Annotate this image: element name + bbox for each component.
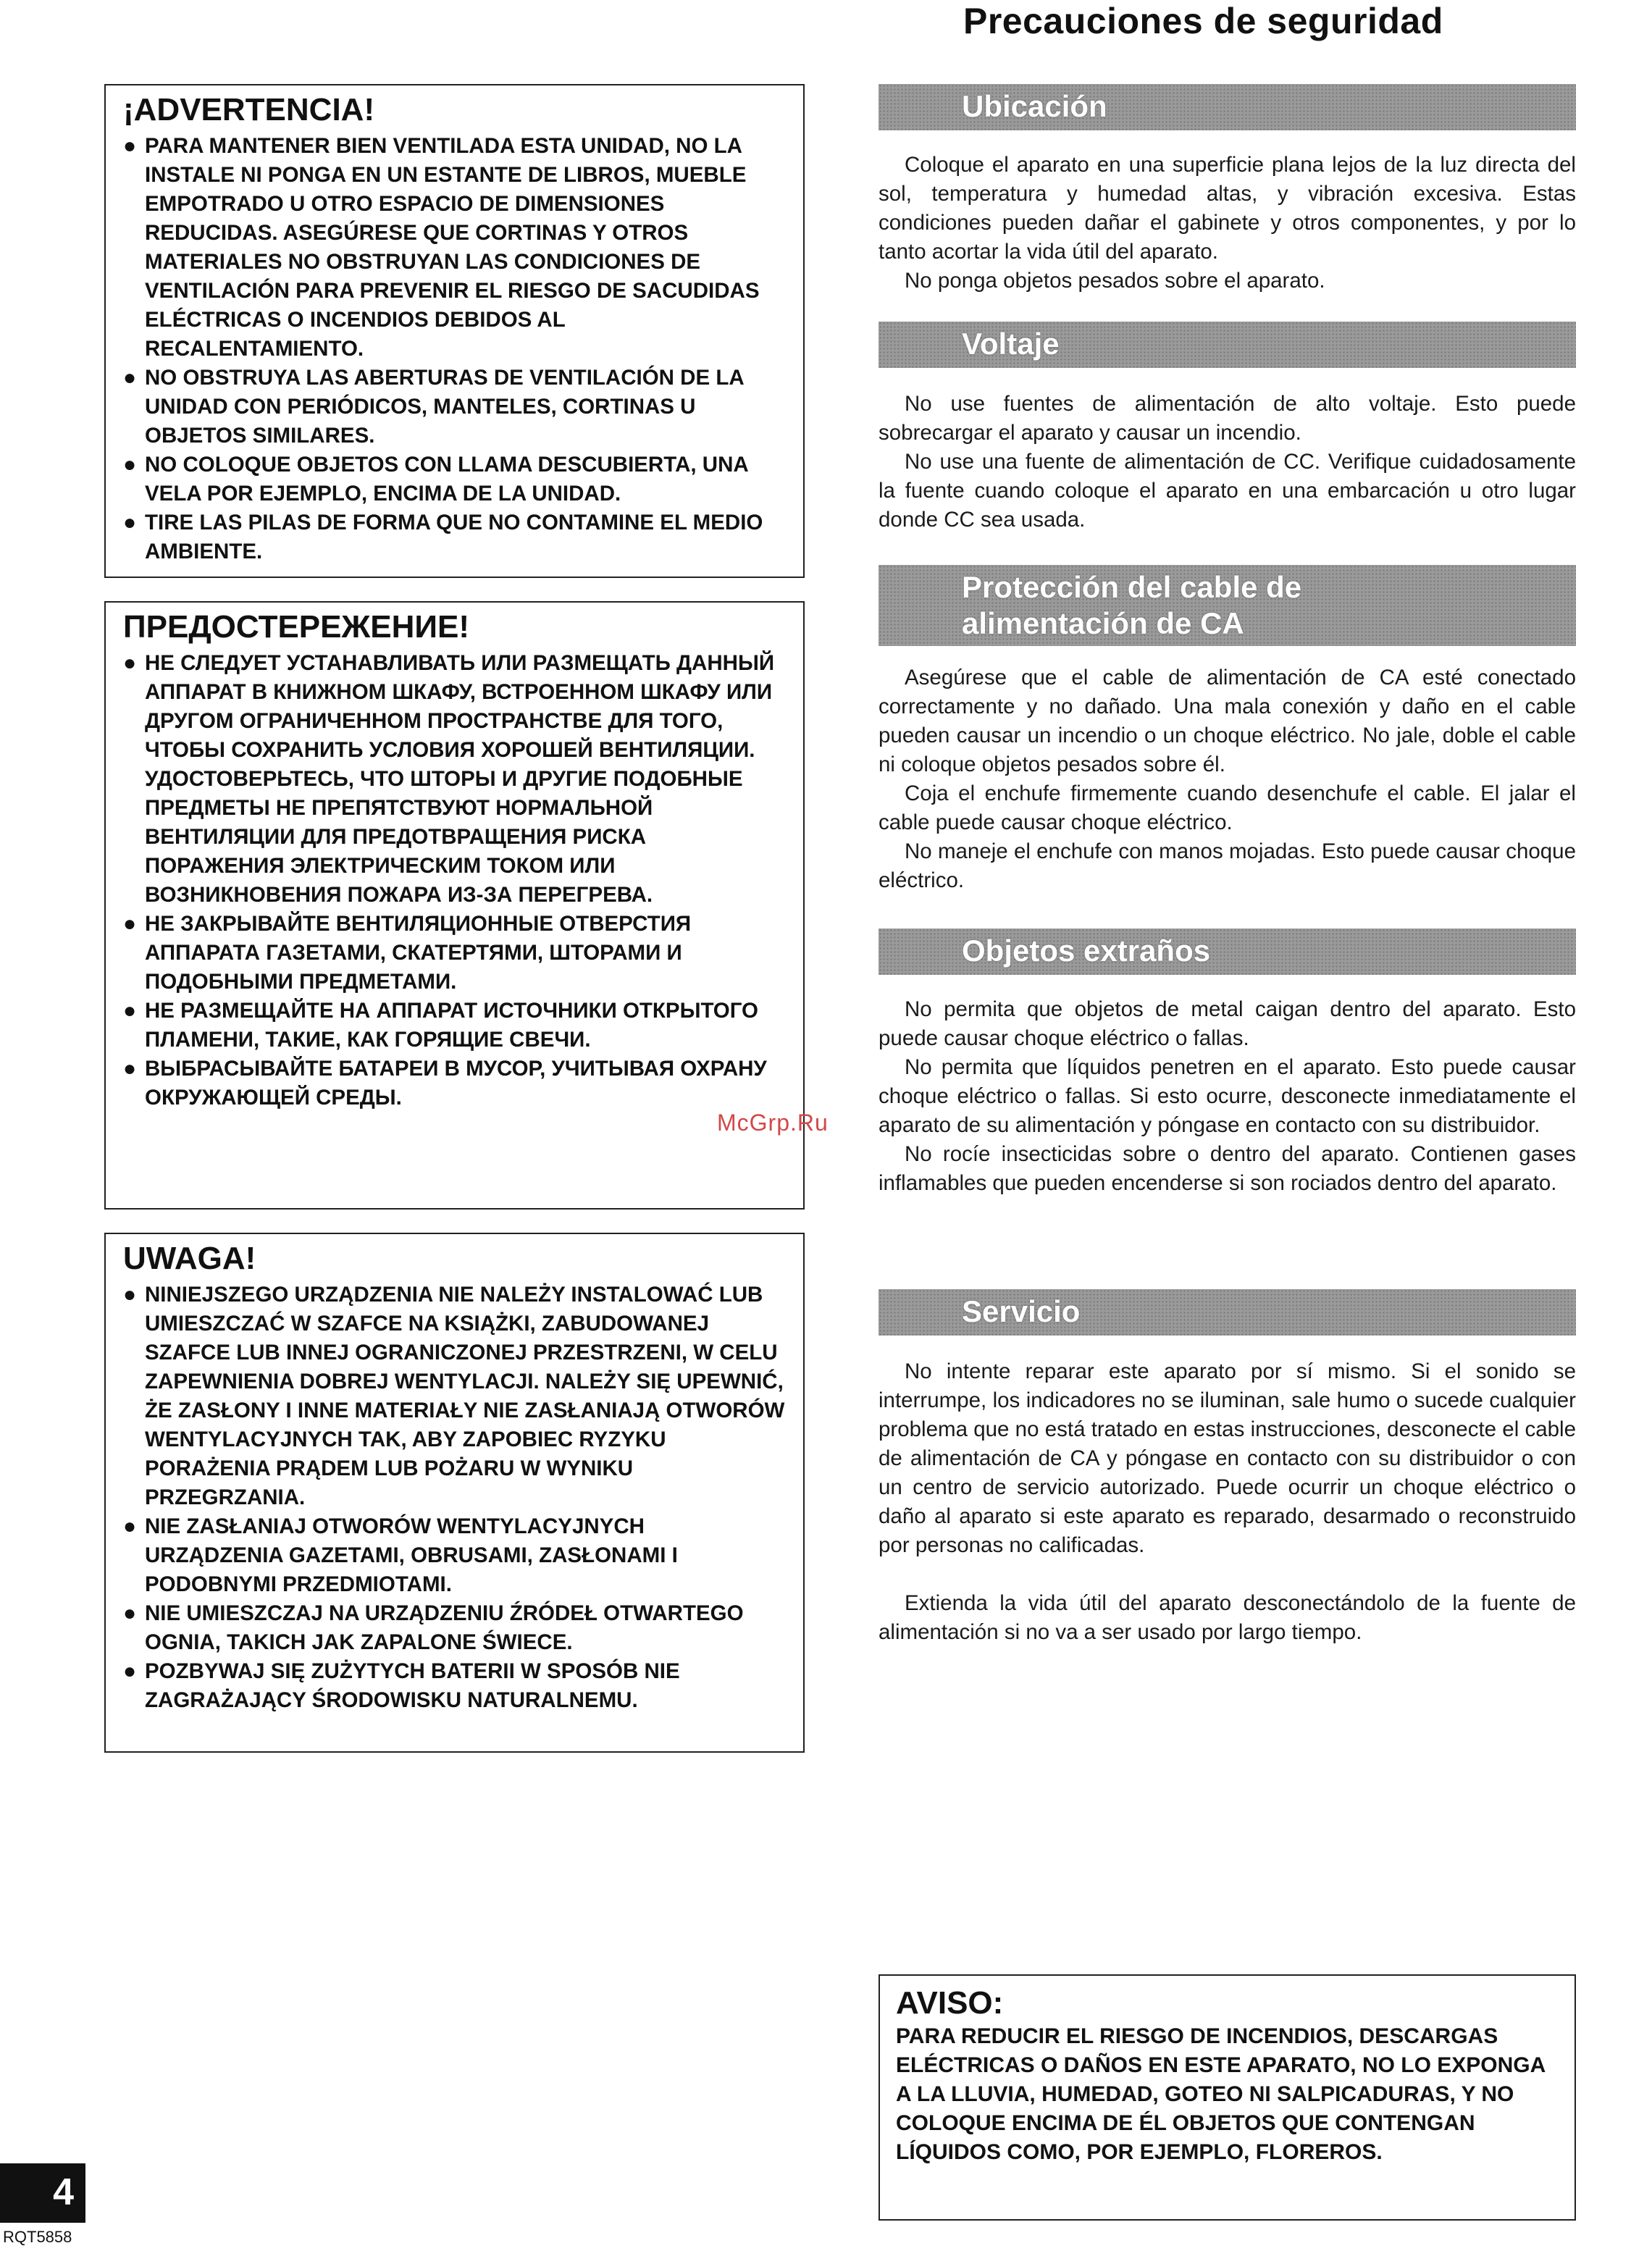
paragraph: No permita que líquidos penetren en el aparato. Esto puede causar choque eléctrico o fallas. Si esto ocurre, desconecte inmediatamente el aparato de su alimentación y póngase en contacto con su distribuidor.: [879, 1055, 1576, 1137]
page-number: 4: [0, 2163, 85, 2223]
warning-box-polish: [104, 1233, 805, 1753]
paragraph: No ponga objetos pesados sobre el aparato.: [905, 269, 1325, 293]
paragraph: No use fuentes de alimentación de alto voltaje. Esto puede sobrecargar el aparato y causar un incendio.: [879, 392, 1576, 445]
paragraph: Asegúrese que el cable de alimentación de CA esté conectado correctamente y no dañado. Una mala conexión y daño en el cable pueden causar un incendio o un choque eléctrico. No jale, doble el cable ni coloque objetos pesados sobre él.: [879, 666, 1576, 776]
bullet-icon: ●: [123, 1514, 137, 1538]
warning-item-text: POZBYWAJ SIĘ ZUŻYTYCH BATERII W SPOSÓB NIE ZAGRAŻAJĄCY ŚRODOWISKU NATURALNEMU.: [145, 1659, 680, 1712]
warning-item: [123, 1055, 786, 1112]
warning-item-text: NIE UMIESZCZAJ NA URZĄDZENIU ŹRÓDEŁ OTWARTEGO OGNIA, TAKICH JAK ZAPALONE ŚWIECE.: [145, 1601, 744, 1654]
warning-item: [123, 1657, 786, 1715]
warning-item: [123, 1599, 786, 1657]
section-body-objetos: [879, 995, 1576, 1198]
section-title: Objetos extraños: [962, 934, 1211, 968]
warning-item: [123, 997, 786, 1055]
warning-item-text: TIRE LAS PILAS DE FORMA QUE NO CONTAMINE EL MEDIO AMBIENTE.: [145, 511, 763, 563]
warning-item: [123, 132, 786, 364]
bullet-icon: ●: [123, 912, 137, 936]
section-header-servicio: [879, 1289, 1576, 1336]
bullet-icon: ●: [123, 453, 137, 477]
warning-title: ПРЕДОСТЕРЕЖЕНИЕ!: [123, 609, 470, 645]
warning-title: UWAGA!: [123, 1241, 256, 1276]
aviso-box: [879, 1974, 1576, 2221]
bullet-icon: ●: [123, 1601, 137, 1625]
section-title: Voltaje: [962, 327, 1060, 361]
section-title: Servicio: [962, 1294, 1081, 1328]
document-code: RQT5858: [3, 2228, 72, 2246]
paragraph: Coja el enchufe firmemente cuando desenchufe el cable. El jalar el cable puede causar choque eléctrico.: [879, 781, 1576, 834]
section-body-proteccion: [879, 663, 1576, 895]
bullet-icon: ●: [123, 134, 137, 158]
bullet-icon: ●: [123, 1283, 137, 1307]
bullet-icon: ●: [123, 651, 137, 675]
bullet-icon: ●: [123, 1057, 137, 1081]
warning-item-text: NO COLOQUE OBJETOS CON LLAMA DESCUBIERTA, UNA VELA POR EJEMPLO, ENCIMA DE LA UNIDAD.: [145, 453, 748, 506]
warning-item: [123, 450, 786, 508]
warning-item-text: NINIEJSZEGO URZĄDZENIA NIE NALEŻY INSTALOWAĆ LUB UMIESZCZAĆ W SZAFCE NA KSIĄŻKI, ZABUDOWANEJ SZAFCE LUB INNEJ OGRANICZONEJ PRZESTRZENI, W CELU ZAPEWNIENIA DOBREJ WENTYLACJI. NALEŻY SIĘ UPEWNIĆ, ŻE ZASŁONY I INNE MATERIAŁY NIE ZASŁANIAJĄ OTWORÓW WENTYLACYJNYCH TAK, ABY ZAPOBIEC RYZYKU PORAŻENIA PRĄDEM LUB POŻARU W WYNIKU PRZEGRZANIA.: [145, 1283, 785, 1509]
warning-box-russian: [104, 601, 805, 1210]
aviso-text: PARA REDUCIR EL RIESGO DE INCENDIOS, DESCARGAS ELÉCTRICAS O DAÑOS EN ESTE APARATO, NO LO EXPONGA A LA LLUVIA, HUMEDAD, GOTEO NI SALPICADURAS, Y NO COLOQUE ENCIMA DE ÉL OBJETOS QUE CONTENGAN LÍQUIDOS COMO, POR EJEMPLO, FLOREROS.: [896, 2024, 1546, 2164]
paragraph: No intente reparar este aparato por sí mismo. Si el sonido se interrumpe, los indicadores no se iluminan, sale humo o sucede cualquier problema que no está tratado en estas instrucciones, desconecte el cable de alimentación de CA y póngase en contacto con su distribuidor o con un centro de servicio autorizado. Puede ocurrir un choque eléctrico o daño al aparato si este aparato es reparado, desarmado o reconstruido por personas no calificadas.: [879, 1359, 1576, 1557]
section-header-objetos: [879, 929, 1576, 975]
paragraph: No maneje el enchufe con manos mojadas. Esto puede causar choque eléctrico.: [879, 839, 1576, 892]
bullet-icon: ●: [123, 366, 137, 390]
bullet-icon: ●: [123, 511, 137, 535]
warning-item-text: НЕ СЛЕДУЕТ УСТАНАВЛИВАТЬ ИЛИ РАЗМЕЩАТЬ ДАННЫЙ АППАРАТ В КНИЖНОМ ШКАФУ, ВСТРОЕННОМ ШКАФУ ИЛИ ДРУГОМ ОГРАНИЧЕННОМ ПРОСТРАНСТВЕ ДЛЯ ТОГО, ЧТОБЫ СОХРАНИТЬ УСЛОВИЯ ХОРОШЕЙ ВЕНТИЛЯЦИИ. УДОСТОВЕРЬТЕСЬ, ЧТО ШТОРЫ И ДРУГИЕ ПОДОБНЫЕ ПРЕДМЕТЫ НЕ ПРЕПЯТСТВУЮТ НОРМАЛЬНОЙ ВЕНТИЛЯЦИИ ДЛЯ ПРЕДОТВРАЩЕНИЯ РИСКА ПОРАЖЕНИЯ ЭЛЕКТРИЧЕСКИМ ТОКОМ ИЛИ ВОЗНИКНОВЕНИЯ ПОЖАРА ИЗ-ЗА ПЕРЕГРЕВА.: [145, 651, 775, 907]
warning-title: ¡ADVERTENCIA!: [123, 92, 375, 127]
warning-item: [123, 364, 786, 450]
warning-box-spanish: [104, 84, 805, 578]
warning-item: [123, 508, 786, 566]
paragraph: Coloque el aparato en una superficie plana lejos de la luz directa del sol, temperatura y humedad altas, y vibración excesiva. Estas condiciones pueden dañar el gabinete y otros componentes, y por lo tanto acortar la vida útil del aparato.: [879, 153, 1576, 264]
bullet-icon: ●: [123, 1659, 137, 1683]
warning-item-text: NIE ZASŁANIAJ OTWORÓW WENTYLACYJNYCH URZĄDZENIA GAZETAMI, OBRUSAMI, ZASŁONAMI I PODOBNYMI PRZEDMIOTAMI.: [145, 1514, 678, 1596]
paragraph: No permita que objetos de metal caigan dentro del aparato. Esto puede causar choque eléctrico o fallas.: [879, 997, 1576, 1050]
warning-item: [123, 1512, 786, 1599]
section-body-voltaje: [879, 390, 1576, 535]
watermark-text: McGrp.Ru: [717, 1110, 829, 1136]
warning-item: [123, 1280, 786, 1512]
section-title-line: Protección del cable de: [962, 570, 1302, 604]
warning-item-text: PARA MANTENER BIEN VENTILADA ESTA UNIDAD, NO LA INSTALE NI PONGA EN UN ESTANTE DE LIBROS, MUEBLE EMPOTRADO U OTRO ESPACIO DE DIMENSIONES REDUCIDAS. ASEGÚRESE QUE CORTINAS Y OTROS MATERIALES NO OBSTRUYAN LAS CONDICIONES DE VENTILACIÓN PARA PREVENIR EL RIESGO DE SACUDIDAS ELÉCTRICAS O INCENDIOS DEBIDOS AL RECALENTAMIENTO.: [145, 134, 760, 361]
section-title: Ubicación: [962, 89, 1107, 123]
warning-item-text: НЕ ЗАКРЫВАЙТЕ ВЕНТИЛЯЦИОННЫЕ ОТВЕРСТИЯ АППАРАТА ГАЗЕТАМИ, СКАТЕРТЯМИ, ШТОРАМИ И ПОДОБНЫМИ ПРЕДМЕТАМИ.: [145, 912, 692, 994]
warning-item: [123, 910, 786, 997]
aviso-title: AVISO:: [896, 1985, 1004, 2021]
section-body-ubicacion: [879, 151, 1576, 295]
section-header-voltaje: [879, 322, 1576, 368]
section-header-proteccion: [879, 565, 1576, 646]
section-header-ubicacion: [879, 84, 1576, 130]
paragraph: No rocíe insecticidas sobre o dentro del aparato. Contienen gases inflamables que pueden encenderse si son rociados dentro del aparato.: [879, 1142, 1576, 1195]
warning-item-text: ВЫБРАСЫВАЙТЕ БАТАРЕИ В МУСОР, УЧИТЫВАЯ ОХРАНУ ОКРУЖАЮЩЕЙ СРЕДЫ.: [145, 1057, 767, 1110]
section-body-servicio: [879, 1357, 1576, 1647]
warning-item-text: NO OBSTRUYA LAS ABERTURAS DE VENTILACIÓN DE LA UNIDAD CON PERIÓDICOS, MANTELES, CORTINAS U OBJETOS SIMILARES.: [145, 366, 744, 448]
section-title-line: alimentación de CA: [962, 606, 1244, 640]
warning-item: [123, 649, 786, 910]
paragraph: No use una fuente de alimentación de CC. Verifique cuidadosamente la fuente cuando coloque el aparato en una embarcación u otro lugar donde CC sea usada.: [879, 450, 1576, 532]
warning-item-text: НЕ РАЗМЕЩАЙТЕ НА АППАРАТ ИСТОЧНИКИ ОТКРЫТОГО ПЛАМЕНИ, ТАКИЕ, КАК ГОРЯЩИЕ СВЕЧИ.: [145, 999, 759, 1052]
bullet-icon: ●: [123, 999, 137, 1023]
paragraph: Extienda la vida útil del aparato desconectándolo de la fuente de alimentación si no va a ser usado por largo tiempo.: [879, 1591, 1576, 1644]
page-title: Precauciones de seguridad: [963, 1, 1443, 41]
